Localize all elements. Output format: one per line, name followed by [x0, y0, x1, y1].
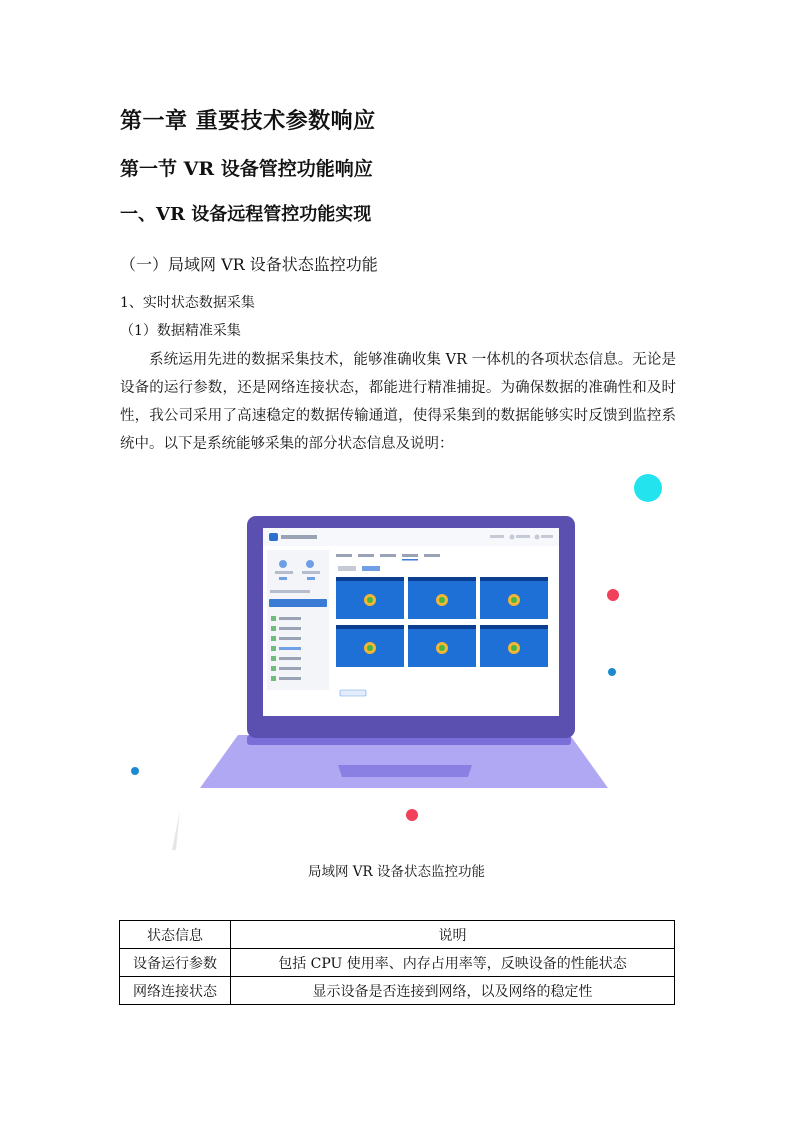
body-paragraph: 系统运用先进的数据采集技术，能够准确收集 VR 一体机的各项状态信息。无论是设备的运行参数，还是网络连接状态，都能进行精准捕捉。为确保数据的准确性和及时性，我公司采用了高速稳定的数据传输通道，使得采集到的数据能够实时反馈到监控系统中。以下是系统能够采集的部分状态信息及说明： [120, 352, 676, 452]
blue-dot-decoration [608, 668, 616, 676]
red-dot-decoration [607, 589, 619, 601]
table-row [120, 977, 675, 1005]
state-info-table [119, 920, 675, 1005]
cyan-dot-decoration [634, 474, 662, 502]
figure-caption: 局域网 VR 设备状态监控功能 [308, 864, 485, 880]
sub-item-title: （1）数据精准采集 [120, 323, 241, 339]
table-header-cell: 说明 [231, 921, 675, 949]
sub-subsection-title: （一）局域网 VR 设备状态监控功能 [120, 255, 378, 274]
grey-stroke-decoration [172, 810, 180, 850]
table-cell: 显示设备是否连接到网络，以及网络的稳定性 [231, 977, 675, 1005]
laptop-illustration [120, 470, 676, 850]
table-header-cell: 状态信息 [120, 921, 231, 949]
bottom-action-button [340, 690, 366, 696]
red-dot-decoration [406, 809, 418, 821]
app-logo-icon [269, 533, 278, 541]
item-title: 1、实时状态数据采集 [120, 295, 255, 311]
chapter-title: 第一章 重要技术参数响应 [120, 108, 376, 134]
table-cell: 网络连接状态 [120, 977, 231, 1005]
table-header-row [120, 921, 675, 949]
subsection-title: 一、VR 设备远程管控功能实现 [120, 204, 372, 225]
blue-dot-decoration [131, 767, 139, 775]
table-row [120, 949, 675, 977]
section-title: 第一节 VR 设备管控功能响应 [120, 158, 373, 180]
table-cell: 包括 CPU 使用率、内存占用率等，反映设备的性能状态 [231, 949, 675, 977]
table-cell: 设备运行参数 [120, 949, 231, 977]
group-select [269, 599, 327, 607]
